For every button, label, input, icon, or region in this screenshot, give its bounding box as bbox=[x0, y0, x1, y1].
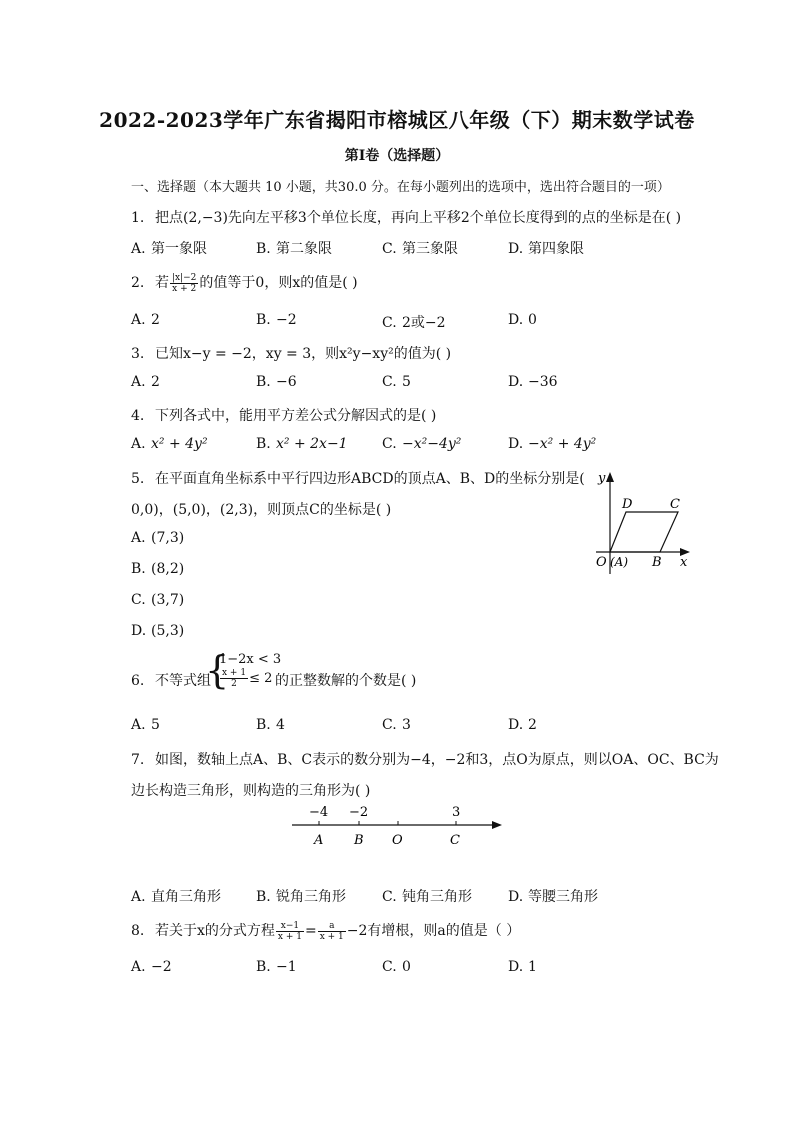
tick-label-c: 3 bbox=[452, 805, 461, 820]
section-instructions: 一、选择题（本大题共 10 小题，共30.0 分。在每小题列出的选项中，选出符合题目的一项） bbox=[131, 180, 670, 195]
q3-option-b: B. −6 bbox=[256, 374, 297, 390]
q8-option-a: A. −2 bbox=[131, 959, 172, 975]
fraction-1: $\frac{x-1}{x + 1}$ bbox=[277, 920, 302, 942]
question-8: 8. 若关于x的分式方程 $\frac{x-1}{x + 1}$ = $\frac{a}{x + 1}$ −2有增根，则a的值是（ ） bbox=[131, 920, 521, 942]
question-6-tail: 的正整数解的个数是( ) bbox=[275, 673, 417, 689]
q4-option-b: B. x² + 2x−1 bbox=[256, 436, 348, 452]
point-label-a: A bbox=[314, 833, 324, 848]
q2-option-c: C. 2或−2 bbox=[382, 315, 446, 331]
label-b: B bbox=[652, 555, 662, 570]
y-axis-arrow bbox=[606, 472, 614, 482]
q8-option-d: D. 1 bbox=[508, 959, 537, 975]
q3-option-c: C. 5 bbox=[382, 374, 411, 390]
q3-option-d: D. −36 bbox=[508, 374, 558, 390]
number-line-figure bbox=[290, 800, 506, 850]
fraction: $\frac{|x|-2}{x + 2}$ bbox=[172, 272, 197, 294]
question-1 bbox=[131, 207, 681, 227]
inequality-2: $\frac{x + 1}{2}$ ≤ 2 bbox=[222, 668, 273, 689]
question-3: 3. 已知x−y = −2，xy = 3，则x²y−xy²的值为( ) bbox=[131, 346, 452, 362]
label-x: x bbox=[680, 555, 688, 570]
q7-option-b: B. 锐角三角形 bbox=[256, 889, 346, 905]
number-line-arrow bbox=[492, 821, 502, 829]
question-6: 6. 不等式组 bbox=[131, 673, 211, 689]
q6-option-c: C. 3 bbox=[382, 717, 411, 733]
label-o: O bbox=[596, 555, 607, 570]
q1-option-d: D. 第四象限 bbox=[508, 241, 584, 257]
q4-option-d: D. −x² + 4y² bbox=[508, 436, 597, 452]
label-c: C bbox=[670, 497, 680, 512]
q4-option-a: A. x² + 4y² bbox=[131, 436, 208, 452]
question-text: 把点(2,−3)先向左平移3个单位长度，再向上平移2个单位长度得到的点的坐标是在( ) bbox=[155, 210, 682, 226]
tick-label-a: −4 bbox=[309, 805, 329, 820]
question-7: 7. 如图，数轴上点A、B、C表示的数分别为−4，−2和3，点O为原点，则以OA、OC、BC为 bbox=[131, 752, 719, 768]
point-label-o: O bbox=[392, 833, 403, 848]
q8-option-c: C. 0 bbox=[382, 959, 411, 975]
q5-option-c: C. (3,7) bbox=[131, 592, 185, 608]
q7-option-d: D. 等腰三角形 bbox=[508, 889, 598, 905]
q3-option-a: A. 2 bbox=[131, 374, 160, 390]
section-subtitle: 第I卷（选择题） bbox=[344, 148, 450, 164]
point-label-c: C bbox=[450, 833, 460, 848]
brace: { bbox=[205, 648, 230, 692]
question-2: 2. 若 $\frac{|x|-2}{x + 2}$ 的值等于0，则x的值是( ) bbox=[131, 272, 358, 294]
q1-option-a: A. 第一象限 bbox=[131, 241, 207, 257]
q1-option-b: B. 第二象限 bbox=[256, 241, 332, 257]
label-a: (A) bbox=[610, 555, 629, 569]
q5-option-b: B. (8,2) bbox=[131, 561, 185, 577]
inequality-1: 1−2x < 3 bbox=[219, 652, 282, 667]
fraction-2: $\frac{a}{x + 1}$ bbox=[319, 920, 344, 942]
q5-option-d: D. (5,3) bbox=[131, 623, 185, 639]
question-number: 1. bbox=[131, 210, 145, 226]
tick-label-b: −2 bbox=[349, 805, 369, 820]
point-label-b: B bbox=[354, 833, 364, 848]
q5-option-a: A. (7,3) bbox=[131, 530, 185, 546]
q2-option-a: A. 2 bbox=[131, 312, 160, 328]
q6-option-a: A. 5 bbox=[131, 717, 160, 733]
q2-option-d: D. 0 bbox=[508, 312, 537, 328]
q8-option-b: B. −1 bbox=[256, 959, 297, 975]
question-7-line2: 边长构造三角形，则构造的三角形为( ) bbox=[131, 783, 371, 799]
parallelogram-figure bbox=[588, 466, 698, 578]
q1-option-c: C. 第三象限 bbox=[382, 241, 458, 257]
label-d: D bbox=[622, 497, 633, 512]
question-4: 4. 下列各式中，能用平方差公式分解因式的是( ) bbox=[131, 408, 437, 424]
q7-option-c: C. 钝角三角形 bbox=[382, 889, 472, 905]
question-5-line2: 0,0)，(5,0)，(2,3)，则顶点C的坐标是( ) bbox=[131, 502, 392, 518]
q6-option-d: D. 2 bbox=[508, 717, 537, 733]
question-5: 5. 在平面直角坐标系中平行四边形ABCD的顶点A、B、D的坐标分别是( bbox=[131, 471, 585, 487]
q2-option-b: B. −2 bbox=[256, 312, 297, 328]
q6-option-b: B. 4 bbox=[256, 717, 285, 733]
parallelogram-abcd bbox=[610, 512, 678, 552]
page-title: 2022-2023学年广东省揭阳市榕城区八年级（下）期末数学试卷 bbox=[99, 108, 695, 132]
label-y: y bbox=[598, 471, 606, 486]
q4-option-c: C. −x²−4y² bbox=[382, 436, 462, 452]
q7-option-a: A. 直角三角形 bbox=[131, 889, 221, 905]
